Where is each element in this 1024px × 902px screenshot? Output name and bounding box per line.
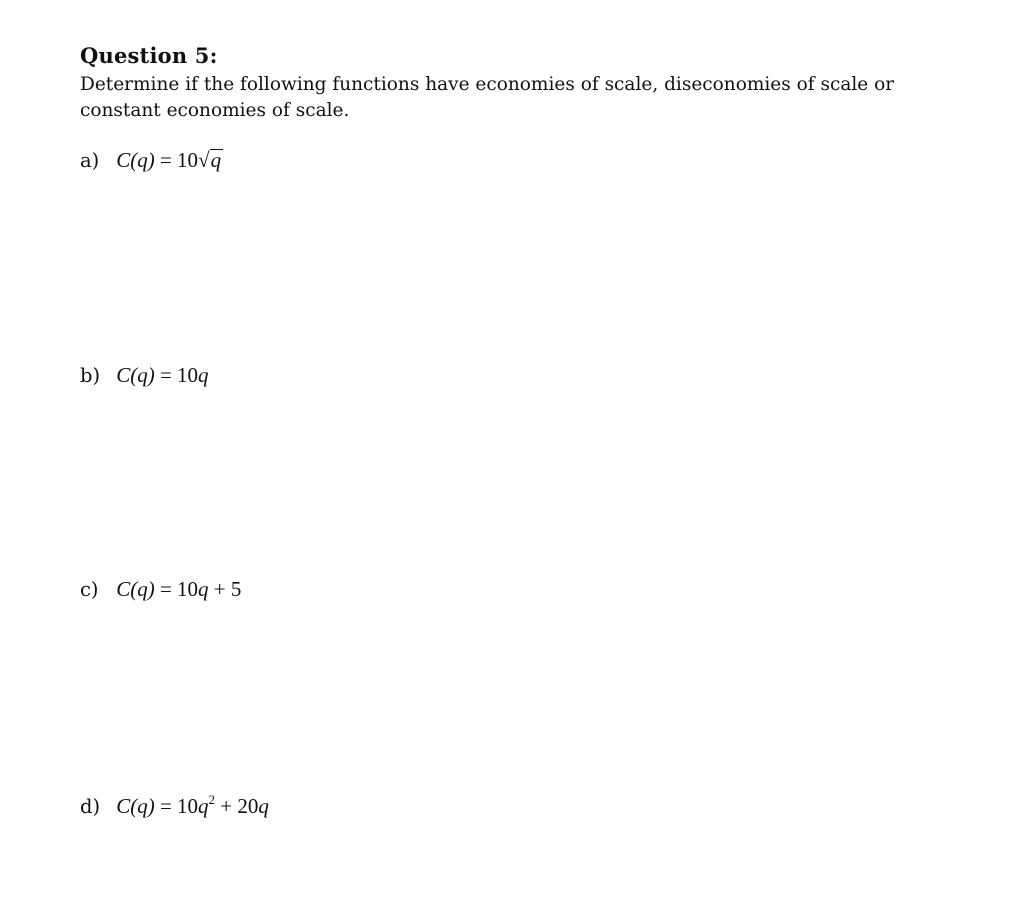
part-d-lhs: C(q) — [116, 794, 155, 818]
part-b — [80, 363, 209, 388]
part-d-plus: + — [220, 794, 233, 818]
part-a-coef: 10 — [177, 148, 199, 172]
part-d-var: q — [198, 794, 209, 818]
part-d-var2: q — [258, 794, 269, 818]
part-d-coef: 10 — [177, 794, 199, 818]
part-b-label: b) — [80, 364, 101, 387]
part-d-exponent: 2 — [208, 792, 216, 807]
part-c-equals: = — [159, 577, 172, 601]
part-b-var: q — [198, 363, 209, 387]
part-d-label: d) — [80, 795, 101, 818]
part-c-label: c) — [80, 578, 99, 601]
part-d-equation — [116, 794, 269, 818]
part-c-coef: 10 — [177, 577, 199, 601]
part-a-equals: = — [159, 148, 172, 172]
part-c — [80, 577, 241, 602]
question-instructions: Determine if the following functions have economies of scale, diseconomies of scale or constant economies of scale. — [80, 74, 895, 121]
part-d — [80, 792, 269, 819]
part-a-equation — [116, 148, 223, 172]
part-a-lhs: C(q) — [116, 148, 155, 172]
part-a-label: a) — [80, 149, 100, 172]
part-c-var: q — [198, 577, 209, 601]
part-c-equation — [116, 577, 241, 601]
part-b-equation — [116, 363, 208, 387]
part-b-coef: 10 — [177, 363, 199, 387]
part-b-lhs: C(q) — [116, 363, 155, 387]
square-root-sign: √q — [198, 148, 222, 172]
part-c-plus: + — [213, 577, 226, 601]
part-b-equals: = — [159, 363, 172, 387]
part-a-radicand: q — [210, 148, 222, 172]
part-d-coef2: 20 — [237, 794, 259, 818]
part-c-lhs: C(q) — [116, 577, 155, 601]
question-title: Question 5: — [80, 43, 218, 68]
part-c-const: 5 — [230, 577, 242, 601]
part-a — [80, 148, 223, 173]
part-d-equals: = — [159, 794, 172, 818]
